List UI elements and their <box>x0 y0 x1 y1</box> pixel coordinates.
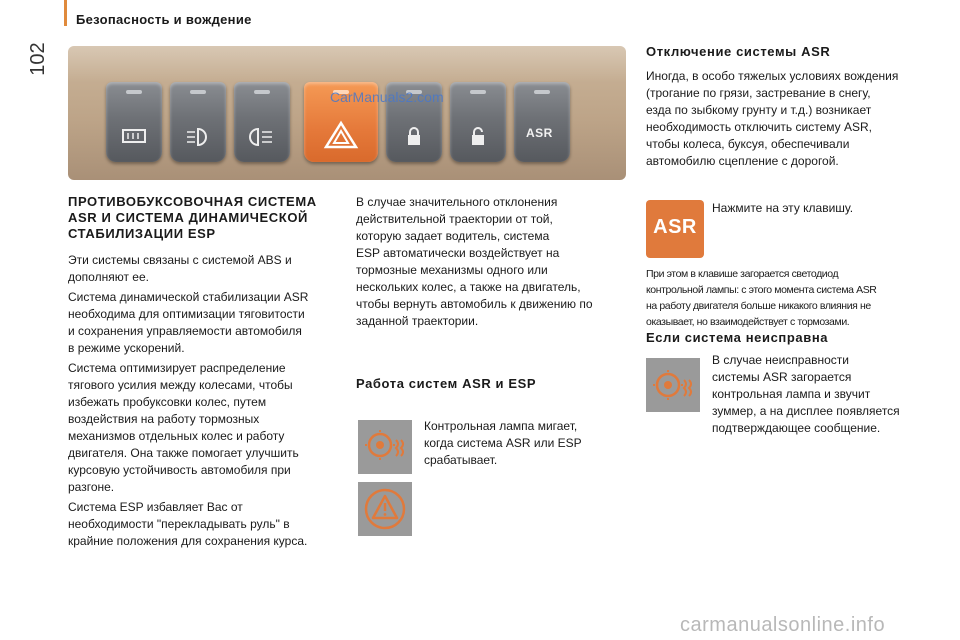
text-line: необходимость отключить систему ASR, <box>646 120 872 134</box>
text-line: необходимости "перекладывать руль" в <box>68 517 290 531</box>
text-line: нескольких колес, а также на двигатель, <box>356 280 581 294</box>
text-line: заданной траектории. <box>356 314 479 328</box>
text-line: (трогание по грязи, застревание в снегу, <box>646 86 871 100</box>
text-line: Эти системы связаны с системой ABS и <box>68 253 292 267</box>
text-line: и сохранения управляемости автомобиля <box>68 324 302 338</box>
main-heading-line: СТАБИЛИЗАЦИИ ESP <box>68 226 216 241</box>
text-line: тягового усилия между колесами, чтобы <box>68 378 293 392</box>
photo-watermark: CarManuals2.com <box>330 89 444 105</box>
paragraph <box>68 499 348 550</box>
esp-warning-lamp <box>358 482 412 536</box>
asr-fault-lamp <box>646 358 700 412</box>
asr-switch <box>514 82 570 162</box>
text-line: чтобы колеса, буксуя, обеспечивали <box>646 137 850 151</box>
text-line: в режиме ускорений. <box>68 341 185 355</box>
text-line: контрольной лампы: с этого момента система ASR <box>646 284 877 296</box>
fault-text <box>712 352 942 437</box>
text-line: двигателя. Она также помогает улучшить <box>68 446 299 460</box>
text-line: дополняют ее. <box>68 270 149 284</box>
rear-defrost-icon <box>120 126 148 148</box>
page-number: 102 <box>27 42 49 76</box>
main-heading-line: ПРОТИВОБУКСОВОЧНАЯ СИСТЕМА <box>68 194 317 209</box>
text-line: Система динамической стабилизации ASR <box>68 290 309 304</box>
child-lock-switch <box>450 82 506 162</box>
operation-heading: Работа систем ASR и ESP <box>356 376 537 391</box>
text-line: В случае неисправности <box>712 353 849 367</box>
text-line: Иногда, в особо тяжелых условиях вождения <box>646 69 899 83</box>
text-line: на работу двигателя больше никакого влияния не <box>646 300 871 312</box>
text-line: чтобы вернуть автомобиль к движению по <box>356 297 593 311</box>
text-line: воздействия на работу тормозных <box>68 412 260 426</box>
front-fog-switch <box>170 82 226 162</box>
disable-text <box>646 68 946 170</box>
section-title: Безопасность и вождение <box>76 12 252 27</box>
text-line: автомобилю сцепление с дорогой. <box>646 154 839 168</box>
text-line: оказывает, но взаимодействует с тормозами. <box>646 316 850 328</box>
text-line: При этом в клавише загорается светодиод <box>646 268 839 280</box>
paragraph <box>68 360 348 496</box>
paragraph <box>68 289 348 357</box>
rear-fog-switch <box>234 82 290 162</box>
text-line: тормозные механизмы одного или <box>356 263 548 277</box>
text-line: Система оптимизирует распределение <box>68 361 286 375</box>
press-key-text: Нажмите на эту клавишу. <box>712 201 854 215</box>
asr-key-icon <box>646 200 704 258</box>
text-line: системы ASR загорается <box>712 370 852 384</box>
text-line: срабатывает. <box>424 453 498 467</box>
asr-fault-icon <box>646 358 700 412</box>
asr-switch-label: ASR <box>526 126 553 140</box>
middle-body-text <box>356 194 626 330</box>
dashboard-switch-panel-photo <box>68 46 626 180</box>
text-line: необходима для оптимизации тяговитости <box>68 307 305 321</box>
text-line: избежать пробуксовки колес, путем <box>68 395 267 409</box>
led-note <box>646 266 946 330</box>
left-body-text <box>68 252 348 553</box>
asr-key-label: ASR <box>653 216 697 238</box>
text-line: зуммер, а на дисплее появляется <box>712 404 900 418</box>
operation-text <box>424 418 624 469</box>
rear-fog-icon <box>248 126 276 148</box>
footer-watermark: carmanualsonline.info <box>680 614 886 636</box>
rear-defrost-switch <box>106 82 162 162</box>
text-line: езда по зыбкому грунту и т.д.) возникает <box>646 103 872 117</box>
panel-highlight <box>68 46 626 82</box>
text-line: курсовую устойчивость автомобиля при <box>68 463 291 477</box>
paragraph <box>68 252 348 286</box>
asr-warning-icon <box>358 420 412 474</box>
text-line: которую задает водитель, система <box>356 229 550 243</box>
text-line: В случае значительного отклонения <box>356 195 558 209</box>
text-line: когда система ASR или ESP <box>424 436 582 450</box>
esp-warning-icon <box>358 482 412 536</box>
unlock-icon <box>464 126 492 148</box>
text-line: крайние положения для сохранения курса. <box>68 534 308 548</box>
text-line: подтверждающее сообщение. <box>712 421 881 435</box>
lock-icon <box>400 126 428 148</box>
main-heading-line: ASR И СИСТЕМА ДИНАМИЧЕСКОЙ <box>68 210 308 225</box>
text-line: Система ESP избавляет Вас от <box>68 500 243 514</box>
text-line: механизмов отдельных колес и работу <box>68 429 285 443</box>
text-line: ESP автоматически воздействует на <box>356 246 560 260</box>
text-line: контрольная лампа и звучит <box>712 387 871 401</box>
text-line: Контрольная лампа мигает, <box>424 419 578 433</box>
fault-heading: Если система неисправна <box>646 330 829 345</box>
asr-warning-lamp <box>358 420 412 474</box>
main-heading <box>68 194 338 242</box>
text-line: действительной траектории от той, <box>356 212 553 226</box>
hazard-triangle-icon <box>323 120 359 150</box>
section-marker-bar <box>64 0 67 26</box>
front-fog-icon <box>184 126 212 148</box>
text-line: разгоне. <box>68 480 115 494</box>
disable-heading: Отключение системы ASR <box>646 44 831 59</box>
